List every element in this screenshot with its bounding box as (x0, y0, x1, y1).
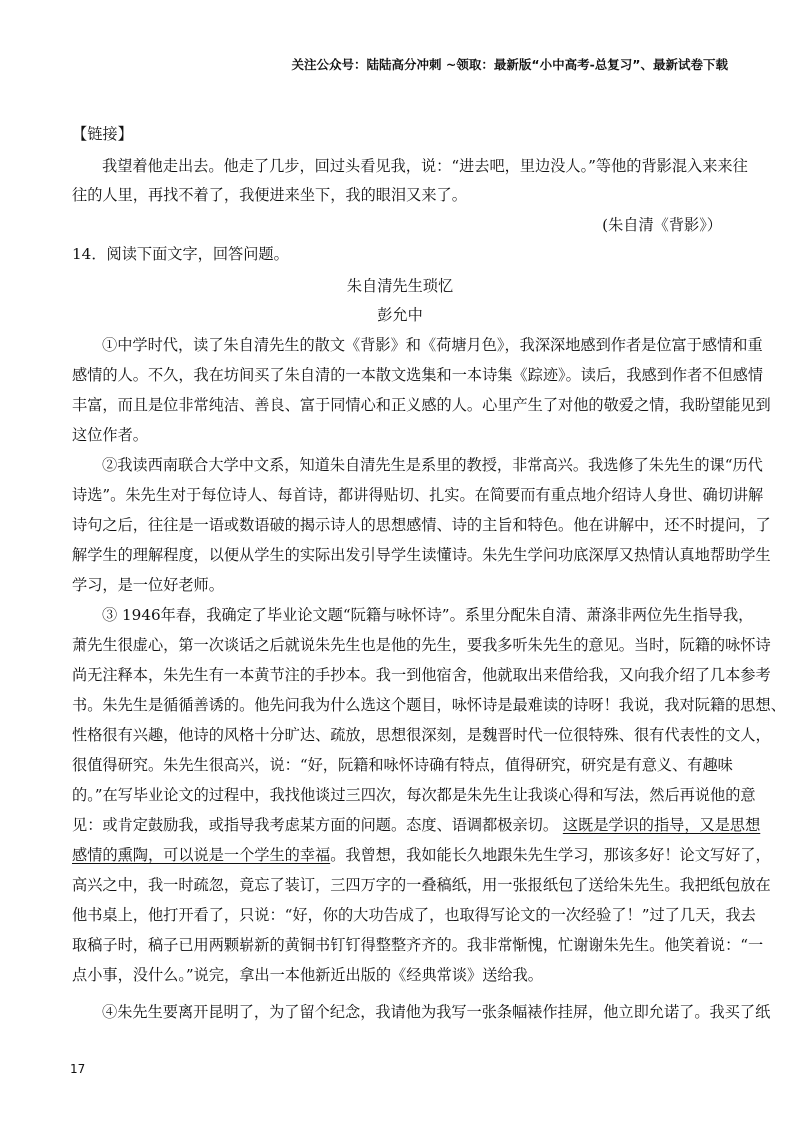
paragraph-2-line: 解学生的理解程度，以便从学生的实际出发引导学生读懂诗。朱先生学问功底深厚又热情认真地帮助学生 (72, 546, 771, 564)
paragraph-3-line: 书。朱先生是循循善诱的。他先问我为什么选这个题目，咏怀诗是最难读的诗呀！我说，我对阮籍的思想、 (72, 696, 786, 714)
paragraph-3-text: 。我曾想，我如能长久地跟朱先生学习，那该多好！论文写好了， (330, 846, 771, 864)
page-number: 17 (70, 1062, 86, 1076)
paragraph-3-line: 很值得研究。朱先生很高兴，说：“好，阮籍和咏怀诗确有特点，值得研究，研究是有意义、有趣味 (72, 756, 733, 774)
link-line-1: 我望着他走出去。他走了几步，回过头看见我，说：“进去吧，里边没人。”等他的背影混入来来往 (102, 157, 748, 175)
link-source: (朱自清《背影》） (602, 216, 722, 234)
question-prompt: 14．阅读下面文字，回答问题。 (72, 245, 289, 263)
paragraph-3-line: 性格很有兴趣，他诗的风格十分旷达、疏放，思想很深刻，是魏晋时代一位很特殊、很有代表性的文人， (72, 726, 771, 744)
paragraph-2-line: 学习，是一位好老师。 (72, 576, 224, 594)
paragraph-2-line: ②我读西南联合大学中文系，知道朱自清先生是系里的教授，非常高兴。我选修了朱先生的课“历代 (102, 456, 763, 474)
paragraph-1-line: ①中学时代，读了朱自清先生的散文《背影》和《荷塘月色》，我深深地感到作者是位富于感情和重 (102, 336, 763, 354)
link-heading: 【链接】 (72, 125, 133, 143)
article-author: 彭允中 (377, 306, 423, 324)
paragraph-1-line: 丰富，而且是位非常纯洁、善良、富于同情心和正义感的人。心里产生了对他的敬爱之情，我盼望能见到 (72, 396, 771, 414)
paragraph-3-line: 点小事，没什么。”说完，拿出一本他新近出版的《经典常谈》送给我。 (72, 966, 543, 984)
article-title: 朱自清先生琐忆 (346, 277, 454, 295)
paragraph-1-line: 这位作者。 (72, 426, 148, 444)
paragraph-3-line: 他书桌上，他打开看了，只说：“好，你的大功告成了，也取得写论文的一次经验了！”过了几天，我去 (72, 906, 756, 924)
paragraph-4-line: ④朱先生要离开昆明了，为了留个纪念，我请他为我写一张条幅裱作挂屏，他立即允诺了。我买了纸 (102, 1003, 771, 1021)
page-header: 关注公众号：陆陆高分冲刺 ~领取：最新版“小中高考-总复习”、最新试卷下载 (291, 57, 728, 72)
paragraph-3-text: 见：或肯定鼓励我，或指导我考虑某方面的问题。态度、语调都极亲切。 (72, 816, 558, 834)
paragraph-3-line: 取稿子时，稿子已用两颗崭新的黄铜书钉钉得整整齐齐的。我非常惭愧，忙谢谢朱先生。他笑着说：“一 (72, 936, 764, 954)
underlined-sentence: 这既是学识的指导，又是思想 (562, 816, 761, 834)
paragraph-1-line: 感情的人。不久，我在坊间买了朱自清的一本散文选集和一本诗集《踪迹》。读后，我感到作者不但感情 (72, 366, 764, 384)
paragraph-3-line: 萧先生很虚心，第一次谈话之后就说朱先生也是他的先生，要我多听朱先生的意见。当时，阮籍的咏怀诗 (72, 636, 771, 654)
paragraph-2-line: 诗句之后，往往是一语或数语破的揭示诗人的思想感情、诗的主旨和特色。他在讲解中，还不时提问，了 (72, 516, 771, 534)
paragraph-2-line: 诗选”。朱先生对于每位诗人、每首诗，都讲得贴切、扎实。在简要而有重点地介绍诗人身世、确切讲解 (72, 486, 764, 504)
paragraph-3-line (72, 844, 771, 865)
paragraph-3-line: 高兴之中，我一时疏忽，竟忘了装订，三四万字的一叠稿纸，用一张报纸包了送给朱先生。我把纸包放在 (72, 876, 771, 894)
paragraph-3-line (72, 814, 761, 835)
paragraph-3-line: 尚无注释本，朱先生有一本黄节注的手抄本。我一到他宿舍，他就取出来借给我，又向我介绍了几本参考 (72, 666, 771, 684)
paragraph-3-line: 的。”在写毕业论文的过程中，我找他谈过三四次，每次都是朱先生让我谈心得和写法，然后再说他的意 (72, 786, 756, 804)
link-line-2: 往的人里，再找不着了，我便进来坐下，我的眼泪又来了。 (72, 186, 467, 204)
paragraph-3-line: ③ 1946年春，我确定了毕业论文题“阮籍与咏怀诗”。系里分配朱自清、萧涤非两位先生指导我， (102, 606, 754, 624)
underlined-sentence: 感情的熏陶，可以说是一个学生的幸福 (72, 846, 331, 864)
